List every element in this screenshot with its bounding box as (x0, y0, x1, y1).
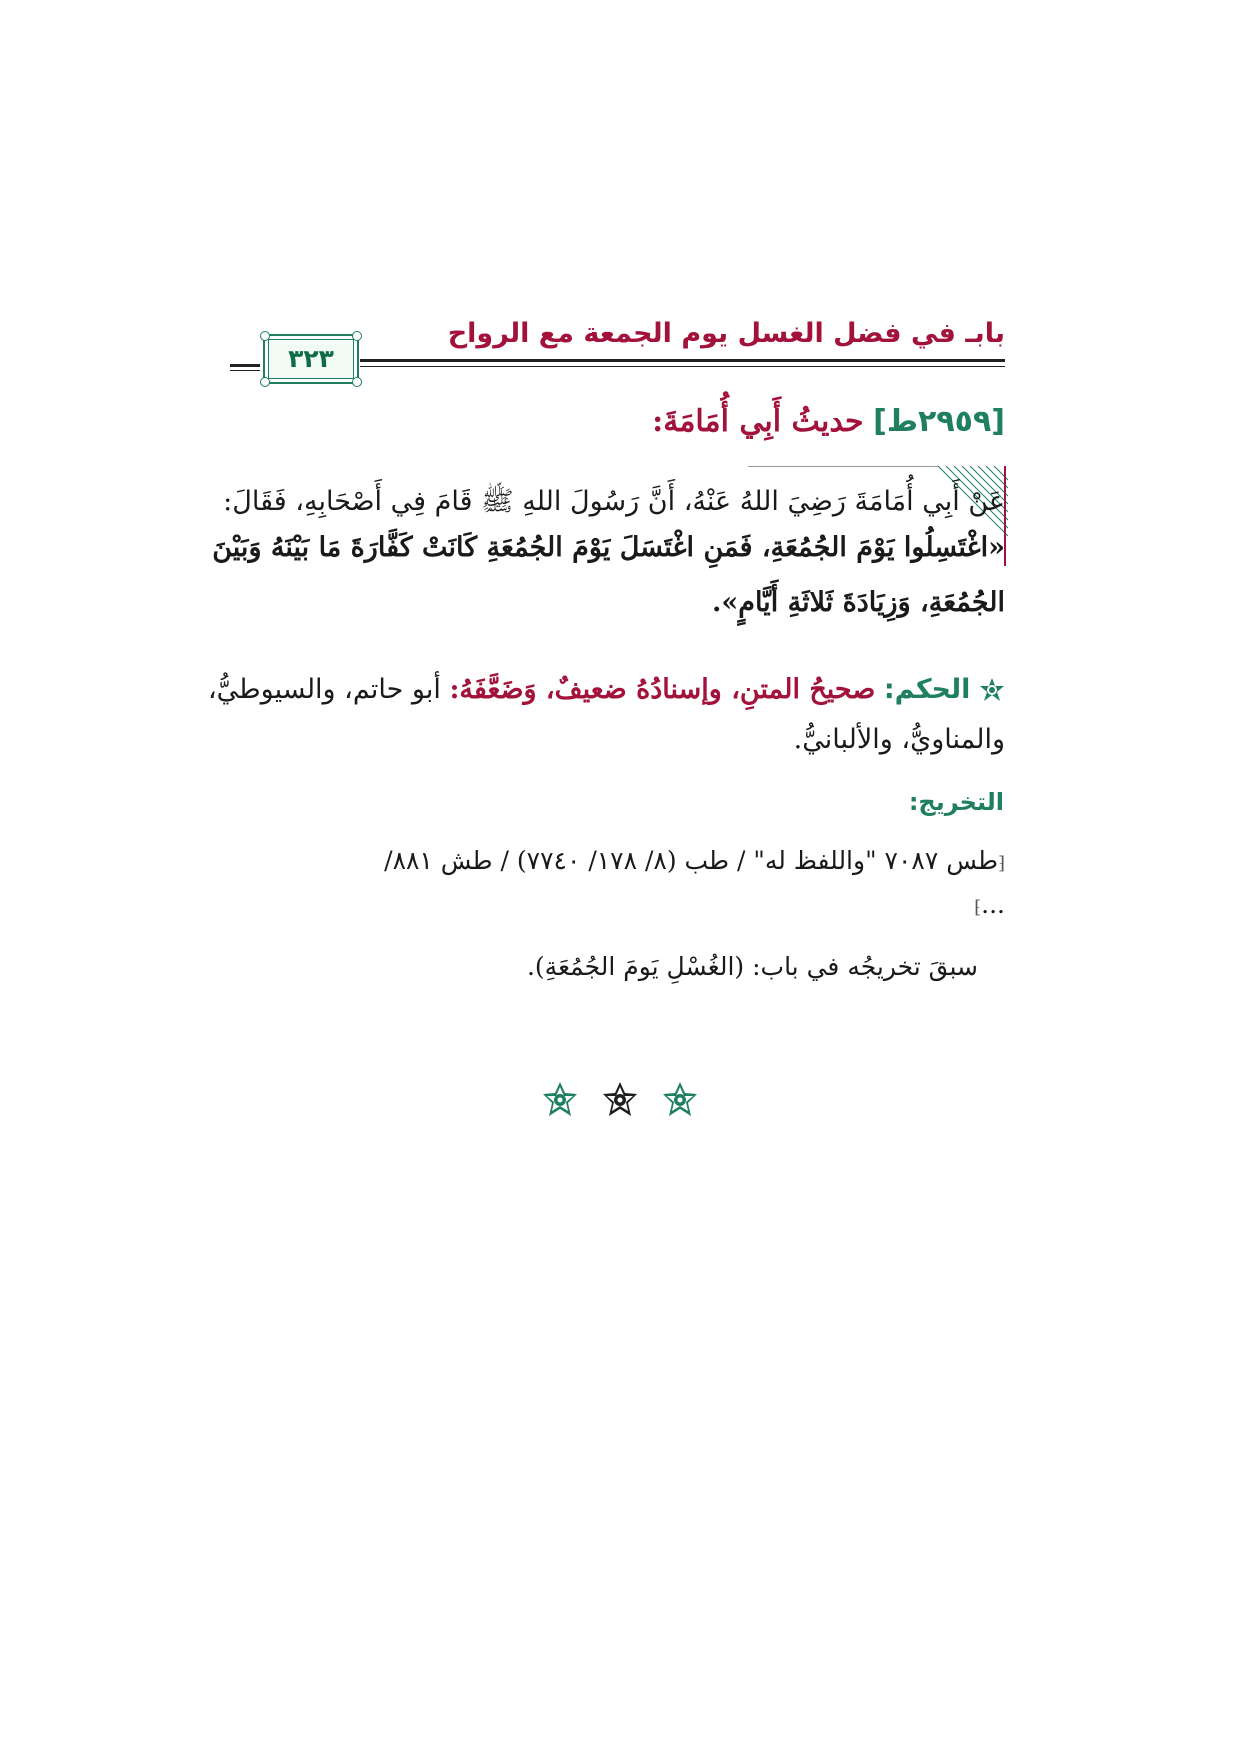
hadith-title: حديثُ أَبِي أُمَامَةَ: (652, 404, 864, 439)
takhrij-sources-line-2: ...⁆ (974, 890, 1005, 919)
ornament-icon (660, 1080, 700, 1120)
frame-top-line (748, 466, 938, 467)
header-rule-right-thin (360, 366, 1005, 367)
matn-line-2: «اغْتَسِلُوا يَوْمَ الجُمُعَةِ، فَمَنِ اغْتَسَلَ يَوْمَ الجُمُعَةِ كَانَتْ كَفَّارَةَ مَا بَيْنَهُ وَبَيْنَ (212, 532, 1005, 563)
ornament-icon (540, 1080, 580, 1120)
hukm-line (208, 674, 1005, 705)
takhrij-label: التخريج: (908, 788, 1004, 816)
closing-ornaments (540, 1080, 700, 1120)
takhrij-sources-line-1: ⁅طس ٧٠٨٧ "واللفظ له" / طب (٨/ ١٧٨/ ٧٧٤٠) / طش ٨٨١/ (384, 846, 1005, 875)
header-rule-left (230, 364, 260, 367)
hukm-label: الحكم: (883, 674, 971, 705)
chapter-title: بابـ في فضل الغسل يوم الجمعة مع الرواح (447, 318, 1005, 349)
hadith-number: [٢٩٥٩ط] (873, 404, 1005, 439)
ornament-icon (600, 1080, 640, 1120)
bracket-mark-end-icon: ⁆ (974, 897, 982, 918)
header-rule-left-thin (230, 370, 260, 371)
header-rule-right (360, 359, 1005, 362)
hukm-verdict: صحيحُ المتنِ، وإسنادُهُ ضعيفٌ، وَضَعَّفَهُ: (449, 674, 876, 705)
takhrij-note: سبقَ تخريجُه في باب: (الغُسْلِ يَومَ الجُمُعَةِ). (526, 952, 978, 981)
hadith-heading (652, 404, 1005, 439)
page-number-frame (263, 334, 359, 384)
matn-line-3: الجُمُعَةِ، وَزِيَادَةَ ثَلاثَةِ أَيَّامٍ». (711, 587, 1005, 618)
page-number: ٣٢٣ (288, 344, 334, 373)
hukm-authorities-2: والمناويُّ، والألبانيُّ. (793, 724, 1005, 755)
bracket-mark-icon: ⁅ (997, 853, 1005, 874)
page-header (230, 312, 1005, 392)
matn-line-1: عَنْ أَبِي أُمَامَةَ رَضِيَ اللهُ عَنْهُ، أَنَّ رَسُولَ اللهِ ﷺ قَامَ فِي أَصْحَابِهِ، فَقَالَ: (223, 486, 1005, 517)
hukm-authorities-1: أبو حاتم، والسيوطيُّ، (207, 674, 441, 705)
star-ornament-icon (979, 677, 1005, 703)
